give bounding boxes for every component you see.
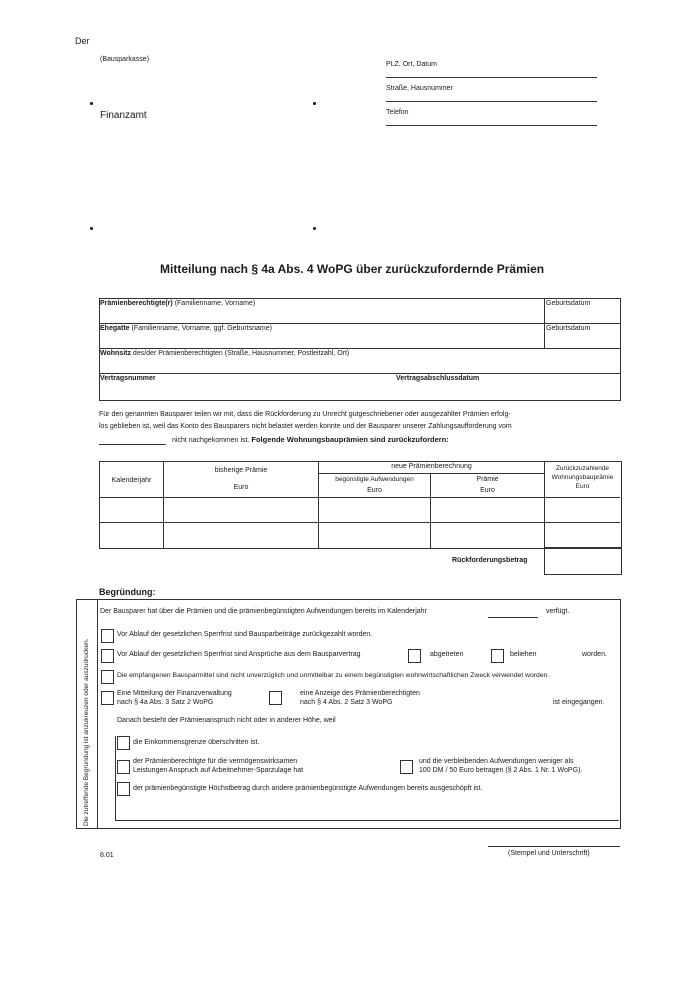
ehegatte-geburtsdatum-field[interactable]: Geburtsdatum [546,325,591,332]
sender-label: Der [75,36,90,46]
zahlungsaufforderung-date-line[interactable] [99,444,166,445]
col-bisherige-euro: Euro [233,484,249,491]
begruendung-heading: Begründung: [99,587,156,597]
col-praemie-euro: Euro [480,487,495,494]
intro-line-1: Für den genannten Bausparer teilen wir mit, dass die Rückforderung zu Unrecht gutgeschriebener oder ausgezahlter Prämien erfolg- [99,411,511,418]
bausparkasse-label: (Bausparkasse) [100,56,150,63]
danach-text: Danach besteht der Prämienanspruch nicht oder in anderer Höhe, weil [117,717,336,724]
plz-ort-datum-label: PLZ, Ort, Datum [386,61,437,68]
plz-ort-datum-line[interactable] [386,77,597,78]
window-mark [313,102,316,105]
abgetreten-checkbox[interactable] [408,649,421,663]
opt3-label: Die empfangenen Bausparmittel sind nicht unverzüglich und unmittelbar zu einem begünstigten wohnwirtschaftlichen Zweck verwendet worden. [117,672,550,679]
opt2-checkbox[interactable] [101,649,114,663]
col-bisherige-praemie: bisherige Prämie [214,467,268,474]
sub4-checkbox[interactable] [117,782,130,796]
geburtsdatum-field[interactable]: Geburtsdatum [546,300,591,307]
sub2-label-2: Leistungen Anspruch auf Arbeitnehmer-Sparzulage hat [133,767,304,774]
window-mark [90,227,93,230]
eingegangen-label: ist eingegangen. [553,699,605,706]
stempel-label: (Stempel und Unterschrift) [508,850,590,857]
form-code: 8.01 [100,852,114,859]
window-mark [313,227,316,230]
col-kalenderjahr: Kalenderjahr [111,477,152,484]
sub3-label-2: 100 DM / 50 Euro betragen (§ 2 Abs. 1 Nr. 1 WoPG). [419,767,583,774]
sub2-label-1: der Prämienberechtigte für die vermögenswirksamen [133,758,298,765]
sub3-label-1: und die verbleibenden Aufwendungen weniger als [419,758,574,765]
sub4-label: der prämienbegünstigte Höchstbetrag durch andere prämienbegünstigte Aufwendungen bereits ausgeschöpft ist. [133,785,483,792]
sub3-checkbox[interactable] [400,760,413,774]
col-beguenstigte-aufwendungen: begünstigte Aufwendungen [335,476,414,483]
telefon-line[interactable] [386,125,597,126]
col-neue-berechnung: neue Prämienberechnung [391,463,472,470]
finanzamt-label: Finanzamt [100,110,147,121]
intro-line-2: los geblieben ist, weil das Konto des Bausparers nicht belastet werden konnte und der Bausparer unserer Zahlungsaufforderung vom [99,423,512,430]
col-zurueck-1: Zurückzuzahlende [555,465,610,472]
ehegatte-field[interactable]: Ehegatte (Familienname, Vorname, ggf. Geburtsname) [100,325,272,332]
intro-line-3: nicht nachgekommen ist. Folgende Wohnungsbauprämien sind zurückzufordern: [172,435,449,444]
sub1-label: die Einkommensgrenze überschritten ist. [133,739,260,746]
opt2-label: Vor Ablauf der gesetzlichen Sperrfrist sind Ansprüche aus dem Bausparvertrag [117,651,361,658]
telefon-label: Telefon [386,109,409,116]
vertragsnummer-field[interactable]: Vertragsnummer [100,375,156,382]
opt4a-checkbox[interactable] [101,691,114,705]
signature-line[interactable] [488,846,620,847]
col-praemie: Prämie [476,476,499,483]
opt4a-label-1: Eine Mitteilung der Finanzverwaltung [117,690,232,697]
document-title: Mitteilung nach § 4a Abs. 4 WoPG über zurückzufordernde Prämien [160,262,545,276]
begruendung-line-1-end: verfügt. [546,608,570,615]
opt1-checkbox[interactable] [101,629,114,643]
beliehen-checkbox[interactable] [491,649,504,663]
opt4b-checkbox[interactable] [269,691,282,705]
worden-label: worden. [582,651,607,658]
opt3-checkbox[interactable] [101,670,114,684]
sub2-checkbox[interactable] [117,760,130,774]
col-zurueck-2: Wohnungsbauprämie [551,474,614,481]
opt4b-label-1: eine Anzeige des Prämienberechtigten [300,690,420,697]
vertragsabschlussdatum-field[interactable]: Vertragsabschlussdatum [396,375,480,382]
opt1-label: Vor Ablauf der gesetzlichen Sperrfrist sind Bausparbeiträge zurückgezahlt worden. [117,631,373,638]
begruendung-side-text: Die zutreffende Begründung ist anzukreuzen oder auszudrucken. [83,638,90,826]
rueckforderungsbetrag-field[interactable] [544,547,622,575]
rueckforderungsbetrag-label: Rückforderungsbetrag [452,557,528,564]
begruendung-line-1: Der Bausparer hat über die Prämien und die prämienbegünstigten Aufwendungen bereits im Kalenderjahr [100,608,427,615]
wohnsitz-field[interactable]: Wohnsitz des/der Prämienberechtigten (Straße, Hausnummer, Postleitzahl, Ort) [100,350,350,357]
strasse-line[interactable] [386,101,597,102]
strasse-label: Straße, Hausnummer [386,85,453,92]
beliehen-label: beliehen [510,651,537,658]
col-aufwendungen-euro: Euro [367,487,382,494]
opt4b-label-2: nach § 4 Abs. 2 Satz 3 WoPG [300,699,393,706]
sub1-checkbox[interactable] [117,736,130,750]
praemienberechtigte-field[interactable]: Prämienberechtigte(r) (Familienname, Vorname) [100,300,256,307]
window-mark [90,102,93,105]
kalenderjahr-blank[interactable] [488,617,538,618]
col-zurueck-euro: Euro [575,483,590,490]
opt4a-label-2: nach § 4a Abs. 3 Satz 2 WoPG [117,699,214,706]
abgetreten-label: abgetreten [430,651,464,658]
